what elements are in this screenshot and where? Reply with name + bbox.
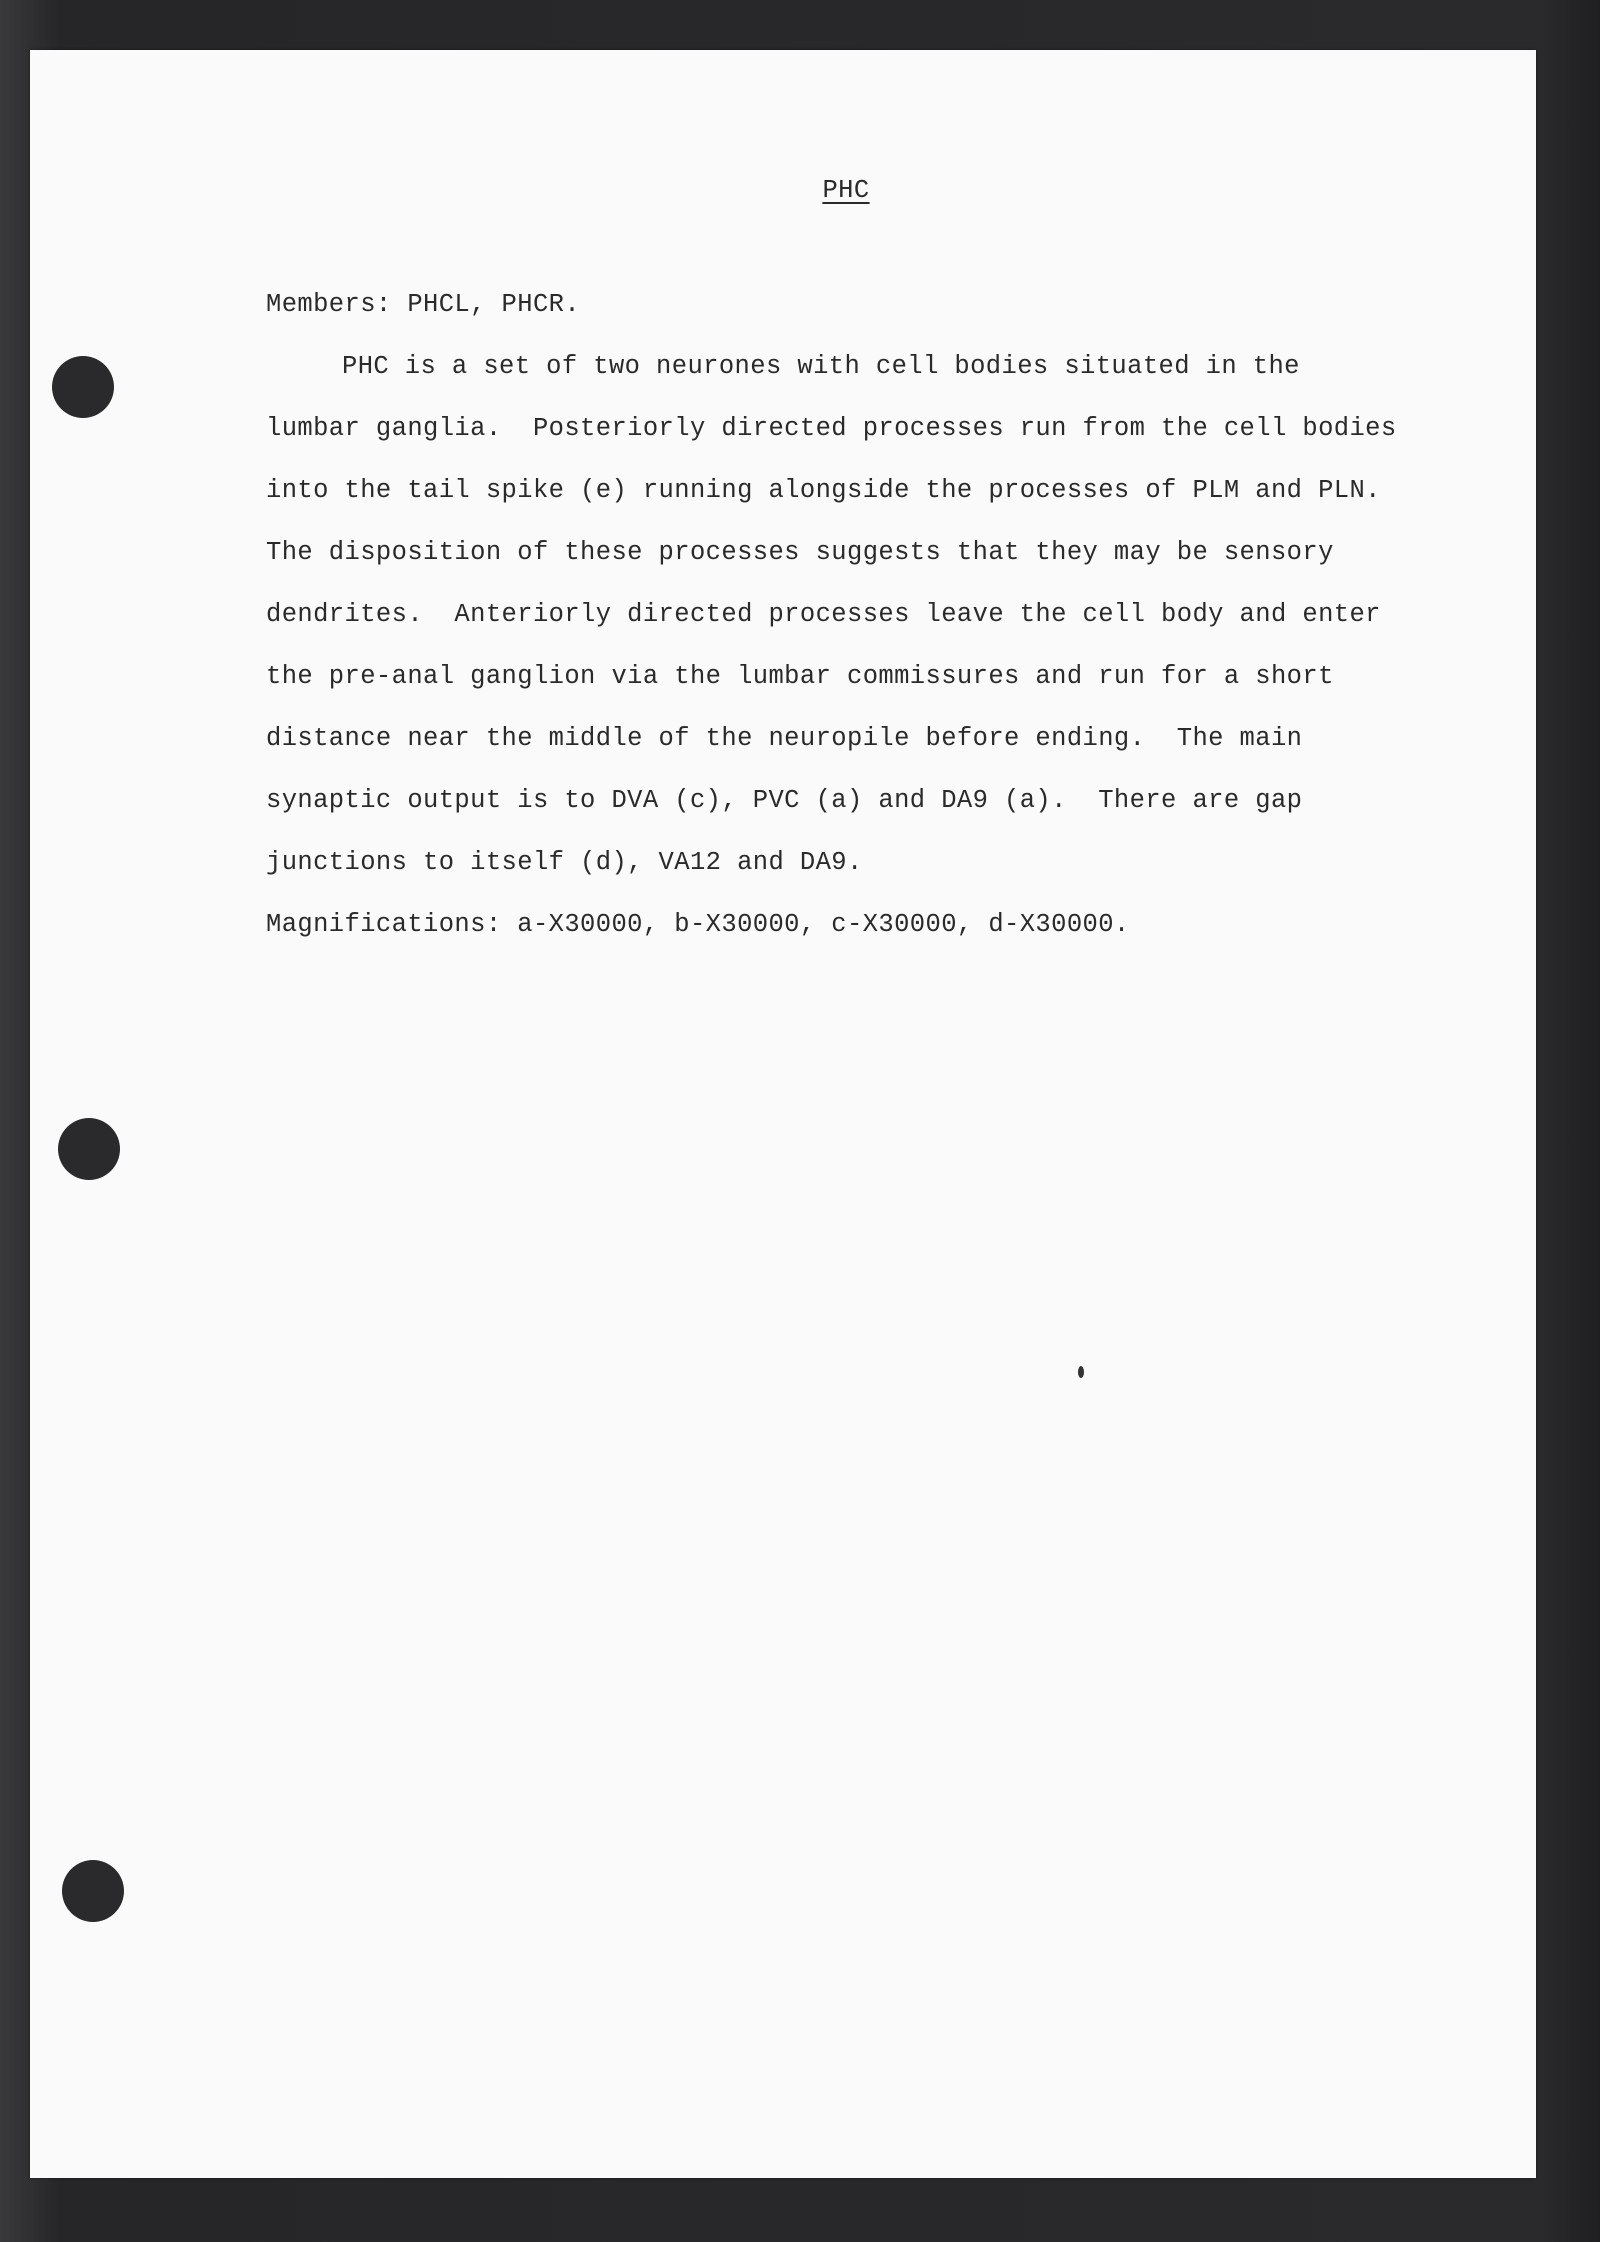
body-line-3: into the tail spike (e) running alongside the processes of PLM and PLN. xyxy=(266,476,1381,505)
punch-hole-bottom xyxy=(62,1860,124,1922)
page-title-text: PHC xyxy=(822,176,870,205)
body-line-7: distance near the middle of the neuropile before ending. The main xyxy=(266,724,1303,753)
members-line: Members: PHCL, PHCR. xyxy=(266,290,581,319)
body-line-1: PHC is a set of two neurones with cell bodies situated in the xyxy=(342,352,1300,381)
body-line-4: The disposition of these processes suggests that they may be sensory xyxy=(266,538,1334,567)
body-line-2: lumbar ganglia. Posteriorly directed processes run from the cell bodies xyxy=(266,414,1397,443)
punch-hole-top xyxy=(52,356,114,418)
body-line-5: dendrites. Anteriorly directed processes leave the cell body and enter xyxy=(266,600,1381,629)
page-title xyxy=(266,176,1426,205)
punch-hole-middle xyxy=(58,1118,120,1180)
body-line-8: synaptic output is to DVA (c), PVC (a) and DA9 (a). There are gap xyxy=(266,786,1303,815)
body-line-6: the pre-anal ganglion via the lumbar commissures and run for a short xyxy=(266,662,1334,691)
magnifications-line: Magnifications: a-X30000, b-X30000, c-X30000, d-X30000. xyxy=(266,910,1130,939)
ink-speck xyxy=(1078,1366,1084,1378)
body-line-9: junctions to itself (d), VA12 and DA9. xyxy=(266,848,863,877)
